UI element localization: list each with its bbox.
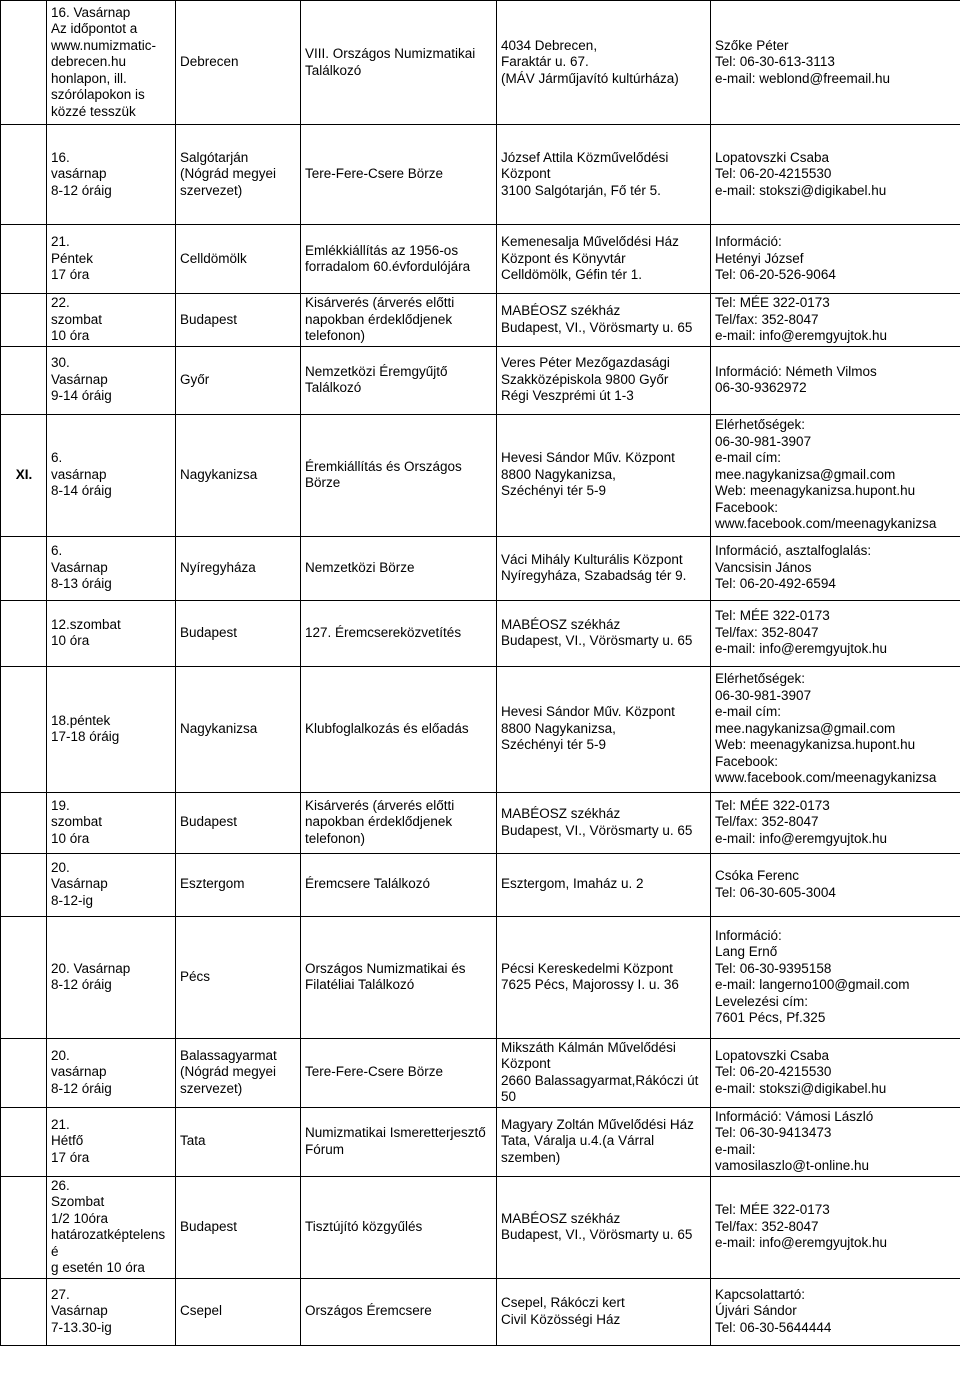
date-cell: 26. Szombat 1/2 10óra határozatképtelensé g esetén 10 óra — [47, 1176, 176, 1278]
table-row — [1, 600, 960, 666]
event-cell: Tisztújító közgyűlés — [301, 1176, 497, 1278]
table-row — [1, 1038, 960, 1107]
contact-cell: Tel: MÉE 322-0173 Tel/fax: 352-8047 e-mail: info@eremgyujtok.hu — [711, 1176, 960, 1278]
month-cell — [1, 1107, 47, 1176]
venue-cell: MABÉOSZ székház Budapest, VI., Vörösmarty u. 65 — [497, 1176, 711, 1278]
venue-cell: MABÉOSZ székház Budapest, VI., Vörösmarty u. 65 — [497, 792, 711, 853]
date-cell: 18.péntek 17-18 óráig — [47, 666, 176, 792]
city-cell: Tata — [176, 1107, 301, 1176]
date-cell: 6. Vasárnap 8-13 óráig — [47, 536, 176, 600]
event-cell: VIII. Országos Numizmatikai Találkozó — [301, 1, 497, 125]
month-cell — [1, 853, 47, 916]
contact-cell: Kapcsolattartó: Újvári Sándor Tel: 06-30-5644444 — [711, 1278, 960, 1345]
city-cell: Salgótarján (Nógrád megyei szervezet) — [176, 125, 301, 225]
venue-cell: Esztergom, Imaház u. 2 — [497, 853, 711, 916]
table-row — [1, 125, 960, 225]
month-cell — [1, 600, 47, 666]
city-cell: Budapest — [176, 294, 301, 347]
table-row — [1, 1107, 960, 1176]
city-cell: Nyíregyháza — [176, 536, 301, 600]
contact-cell: Tel: MÉE 322-0173 Tel/fax: 352-8047 e-mail: info@eremgyujtok.hu — [711, 792, 960, 853]
venue-cell: Veres Péter Mezőgazdasági Szakközépiskola 9800 Győr Régi Veszprémi út 1-3 — [497, 346, 711, 414]
month-cell — [1, 666, 47, 792]
table-row — [1, 225, 960, 294]
contact-cell: Tel: MÉE 322-0173 Tel/fax: 352-8047 e-mail: info@eremgyujtok.hu — [711, 294, 960, 347]
city-cell: Nagykanizsa — [176, 666, 301, 792]
table-row — [1, 666, 960, 792]
month-cell — [1, 1176, 47, 1278]
venue-cell: MABÉOSZ székház Budapest, VI., Vörösmarty u. 65 — [497, 294, 711, 347]
date-cell: 16. Vasárnap Az időpontot a www.numizmatic- debrecen.hu honlapon, ill. szórólapokon is közzé tesszük — [47, 1, 176, 125]
month-cell — [1, 792, 47, 853]
venue-cell: Hevesi Sándor Műv. Központ 8800 Nagykanizsa, Széchényi tér 5-9 — [497, 666, 711, 792]
table-row — [1, 294, 960, 347]
venue-cell: József Attila Közművelődési Központ 3100 Salgótarján, Fő tér 5. — [497, 125, 711, 225]
city-cell: Pécs — [176, 916, 301, 1038]
month-cell — [1, 1, 47, 125]
month-cell — [1, 294, 47, 347]
venue-cell: MABÉOSZ székház Budapest, VI., Vörösmarty u. 65 — [497, 600, 711, 666]
date-cell: 19. szombat 10 óra — [47, 792, 176, 853]
date-cell: 20. Vasárnap 8-12 óráig — [47, 916, 176, 1038]
date-cell: 30. Vasárnap 9-14 óráig — [47, 346, 176, 414]
city-cell: Celldömölk — [176, 225, 301, 294]
month-cell — [1, 916, 47, 1038]
contact-cell: Lopatovszki Csaba Tel: 06-20-4215530 e-mail: stokszi@digikabel.hu — [711, 125, 960, 225]
month-cell — [1, 225, 47, 294]
contact-cell: Elérhetőségek: 06-30-981-3907 e-mail cím: mee.nagykanizsa@gmail.com Web: meenagykanizsa.hupont.hu Facebook: www.facebook.com/meenagykanizsa — [711, 666, 960, 792]
contact-cell: Elérhetőségek: 06-30-981-3907 e-mail cím: mee.nagykanizsa@gmail.com Web: meenagykanizsa.hupont.hu Facebook: www.facebook.com/meenagykanizsa — [711, 414, 960, 536]
date-cell: 20. vasárnap 8-12 óráig — [47, 1038, 176, 1107]
city-cell: Budapest — [176, 792, 301, 853]
venue-cell: Kemenesalja Művelődési Ház Központ és Könyvtár Celldömölk, Géfin tér 1. — [497, 225, 711, 294]
date-cell: 20. Vasárnap 8-12-ig — [47, 853, 176, 916]
contact-cell: Információ: Lang Ernő Tel: 06-30-9395158 e-mail: langerno100@gmail.com Levelezési cím: 7601 Pécs, Pf.325 — [711, 916, 960, 1038]
event-cell: Nemzetközi Éremgyűjtő Találkozó — [301, 346, 497, 414]
event-cell: Klubfoglalkozás és előadás — [301, 666, 497, 792]
table-row — [1, 414, 960, 536]
table-row — [1, 853, 960, 916]
venue-cell: Hevesi Sándor Műv. Központ 8800 Nagykanizsa, Széchényi tér 5-9 — [497, 414, 711, 536]
month-cell — [1, 1038, 47, 1107]
date-cell: 16. vasárnap 8-12 óráig — [47, 125, 176, 225]
city-cell: Esztergom — [176, 853, 301, 916]
contact-cell: Csóka Ferenc Tel: 06-30-605-3004 — [711, 853, 960, 916]
venue-cell: Magyary Zoltán Művelődési Ház Tata, Váralja u.4.(a Várral szemben) — [497, 1107, 711, 1176]
month-cell: XI. — [1, 414, 47, 536]
contact-cell: Információ: Hetényi József Tel: 06-20-526-9064 — [711, 225, 960, 294]
month-cell — [1, 1278, 47, 1345]
event-cell: Kisárverés (árverés előtti napokban érdeklődjenek telefonon) — [301, 792, 497, 853]
table-row — [1, 346, 960, 414]
table-row — [1, 1278, 960, 1345]
table-row — [1, 916, 960, 1038]
event-cell: Tere-Fere-Csere Börze — [301, 1038, 497, 1107]
city-cell: Balassagyarmat (Nógrád megyei szervezet) — [176, 1038, 301, 1107]
city-cell: Győr — [176, 346, 301, 414]
city-cell: Budapest — [176, 600, 301, 666]
venue-cell: Csepel, Rákóczi kert Civil Közösségi Ház — [497, 1278, 711, 1345]
venue-cell: Váci Mihály Kulturális Központ Nyíregyháza, Szabadság tér 9. — [497, 536, 711, 600]
table-row — [1, 1, 960, 125]
event-cell: Tere-Fere-Csere Börze — [301, 125, 497, 225]
event-cell: 127. Éremcsereközvetítés — [301, 600, 497, 666]
venue-cell: 4034 Debrecen, Faraktár u. 67. (MÁV Járműjavító kultúrháza) — [497, 1, 711, 125]
date-cell: 21. Hétfő 17 óra — [47, 1107, 176, 1176]
contact-cell: Lopatovszki Csaba Tel: 06-20-4215530 e-mail: stokszi@digikabel.hu — [711, 1038, 960, 1107]
contact-cell: Információ, asztalfoglalás: Vancsisin János Tel: 06-20-492-6594 — [711, 536, 960, 600]
event-cell: Numizmatikai Ismeretterjesztő Fórum — [301, 1107, 497, 1176]
event-cell: Emlékkiállítás az 1956-os forradalom 60.évfordulójára — [301, 225, 497, 294]
city-cell: Debrecen — [176, 1, 301, 125]
event-cell: Kisárverés (árverés előtti napokban érdeklődjenek telefonon) — [301, 294, 497, 347]
city-cell: Csepel — [176, 1278, 301, 1345]
event-cell: Országos Éremcsere — [301, 1278, 497, 1345]
date-cell: 6. vasárnap 8-14 óráig — [47, 414, 176, 536]
date-cell: 27. Vasárnap 7-13.30-ig — [47, 1278, 176, 1345]
month-cell — [1, 346, 47, 414]
table-row — [1, 792, 960, 853]
contact-cell: Információ: Vámosi László Tel: 06-30-9413473 e-mail: vamosilaszlo@t-online.hu — [711, 1107, 960, 1176]
event-cell: Nemzetközi Börze — [301, 536, 497, 600]
date-cell: 21. Péntek 17 óra — [47, 225, 176, 294]
city-cell: Budapest — [176, 1176, 301, 1278]
event-cell: Éremcsere Találkozó — [301, 853, 497, 916]
contact-cell: Tel: MÉE 322-0173 Tel/fax: 352-8047 e-mail: info@eremgyujtok.hu — [711, 600, 960, 666]
contact-cell: Szőke Péter Tel: 06-30-613-3113 e-mail: weblond@freemail.hu — [711, 1, 960, 125]
venue-cell: Pécsi Kereskedelmi Központ 7625 Pécs, Majorossy I. u. 36 — [497, 916, 711, 1038]
month-cell — [1, 125, 47, 225]
table-row — [1, 536, 960, 600]
event-cell: Éremkiállítás és Országos Börze — [301, 414, 497, 536]
table-row — [1, 1176, 960, 1278]
venue-cell: Mikszáth Kálmán Művelődési Központ 2660 Balassagyarmat,Rákóczi út 50 — [497, 1038, 711, 1107]
city-cell: Nagykanizsa — [176, 414, 301, 536]
contact-cell: Információ: Németh Vilmos 06-30-9362972 — [711, 346, 960, 414]
date-cell: 22. szombat 10 óra — [47, 294, 176, 347]
event-cell: Országos Numizmatikai és Filatéliai Találkozó — [301, 916, 497, 1038]
date-cell: 12.szombat 10 óra — [47, 600, 176, 666]
month-cell — [1, 536, 47, 600]
